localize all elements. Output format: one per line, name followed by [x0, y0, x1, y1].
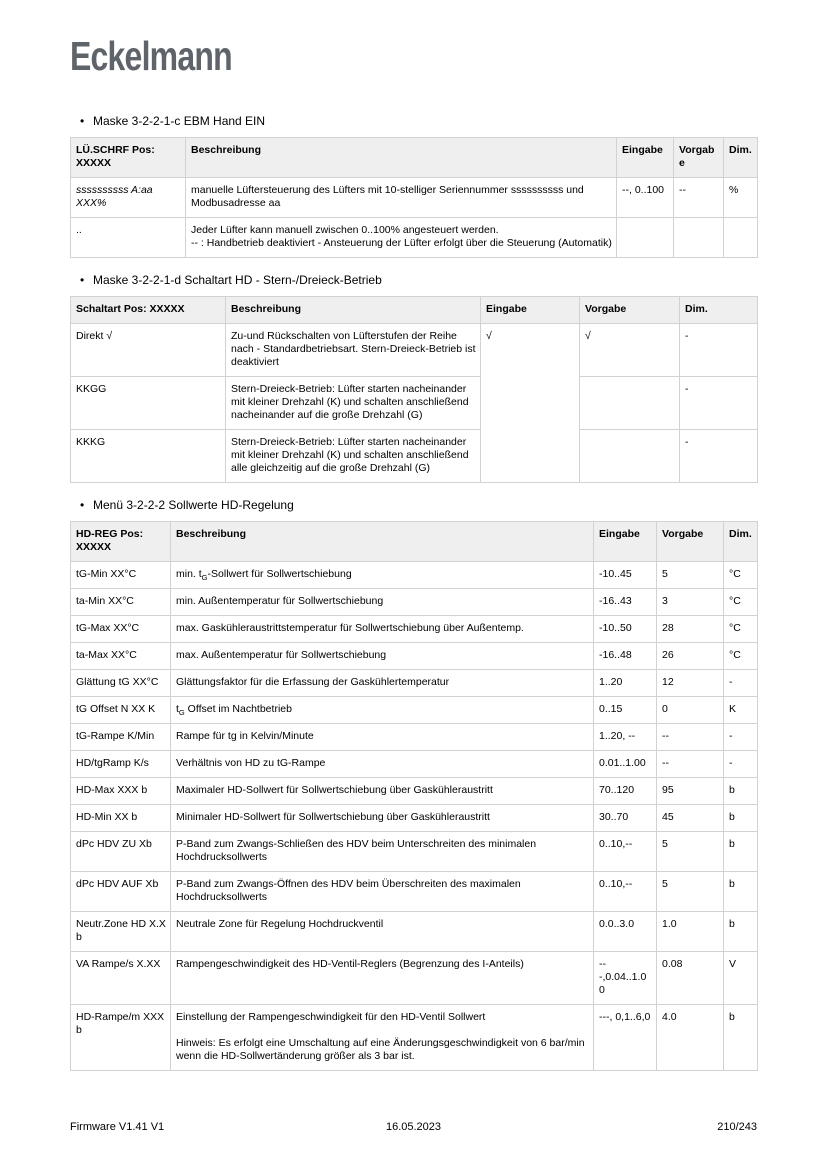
table-row	[71, 1005, 758, 1071]
eckelmann-logo: Eckelmann	[70, 33, 232, 79]
table-cell: Glättungsfaktor für die Erfassung der Gaskühlertemperatur	[171, 670, 594, 697]
table-header-row	[71, 297, 758, 324]
section-heading: • Menü 3-2-2-2 Sollwerte HD-Regelung	[70, 497, 757, 513]
parameter-table-ebm-hand-ein	[70, 137, 758, 258]
table-cell: min. Außentemperatur für Sollwertschiebung	[171, 589, 594, 616]
table-cell: b	[724, 1005, 758, 1071]
table-cell: %	[724, 178, 758, 218]
table-row	[71, 832, 758, 872]
table-cell: -	[724, 724, 758, 751]
table-cell: Rampengeschwindigkeit des HD-Ventil-Reglers (Begrenzung des I-Anteils)	[171, 952, 594, 1005]
table-cell: -16..43	[594, 589, 657, 616]
table-cell	[674, 218, 724, 258]
table-cell: 0.08	[657, 952, 724, 1005]
table-cell: Stern-Dreieck-Betrieb: Lüfter starten nacheinander mit kleiner Drehzahl (K) und schalten anschließend nacheinander auf die große Drehzahl (G)	[226, 377, 481, 430]
section-heading: • Maske 3-2-2-1-d Schaltart HD - Stern-/Dreieck-Betrieb	[70, 272, 757, 288]
table-cell: --	[674, 178, 724, 218]
table-cell: b	[724, 805, 758, 832]
table-cell: -	[724, 670, 758, 697]
column-header: Eingabe	[594, 522, 657, 562]
table-cell: Einstellung der Rampengeschwindigkeit für den HD-Ventil Sollwert Hinweis: Es erfolgt eine Umschaltung auf eine Änderungsgeschwindigkeit von 6 bar/min wenn die HD-Sollwertänderung größer als 3 bar ist.	[171, 1005, 594, 1071]
table-row	[71, 562, 758, 589]
table-cell: °C	[724, 616, 758, 643]
table-cell: --	[657, 751, 724, 778]
table-cell: Minimaler HD-Sollwert für Sollwertschiebung über Gaskühleraustritt	[171, 805, 594, 832]
table-cell: 0.0..3.0	[594, 912, 657, 952]
table-cell: ---, 0,1..6,0	[594, 1005, 657, 1071]
table-cell: 5	[657, 872, 724, 912]
page-content	[70, 0, 757, 1071]
column-header: Beschreibung	[186, 138, 617, 178]
parameter-table-sollwerte-hd	[70, 521, 758, 1071]
table-cell: ta-Max XX°C	[71, 643, 171, 670]
table-cell: -	[680, 324, 758, 377]
table-cell: Maximaler HD-Sollwert für Sollwertschiebung über Gaskühleraustritt	[171, 778, 594, 805]
table-cell: Rampe für tg in Kelvin/Minute	[171, 724, 594, 751]
table-cell: P-Band zum Zwangs-Schließen des HDV beim Unterschreiten des minimalen Hochdrucksollwerts	[171, 832, 594, 872]
table-cell: 30..70	[594, 805, 657, 832]
table-row	[71, 589, 758, 616]
table-cell: b	[724, 778, 758, 805]
table-cell: 95	[657, 778, 724, 805]
table-cell: 1..20	[594, 670, 657, 697]
table-cell	[724, 218, 758, 258]
column-header: Dim.	[724, 138, 758, 178]
table-cell: °C	[724, 562, 758, 589]
table-cell: 0..10,--	[594, 872, 657, 912]
table-cell: max. Außentemperatur für Sollwertschiebung	[171, 643, 594, 670]
table-cell: 0	[657, 697, 724, 724]
table-cell: KKGG	[71, 377, 226, 430]
table-cell: manuelle Lüftersteuerung des Lüfters mit 10-stelliger Seriennummer ssssssssss und Modbusadresse aa	[186, 178, 617, 218]
table-header-row	[71, 138, 758, 178]
table-cell: √	[481, 324, 580, 483]
column-header: Vorgabe	[674, 138, 724, 178]
table-cell: --, 0..100	[617, 178, 674, 218]
section-menue-3-2-2-2	[70, 497, 757, 1071]
table-cell: P-Band zum Zwangs-Öffnen des HDV beim Überschreiten des maximalen Hochdrucksollwerts	[171, 872, 594, 912]
parameter-table-schaltart-hd	[70, 296, 758, 483]
table-cell: -10..50	[594, 616, 657, 643]
column-header: Vorgabe	[657, 522, 724, 562]
section-maske-3-2-2-1-c	[70, 113, 757, 258]
table-cell: min. $t_G$-Sollwert für Sollwertschiebung	[171, 562, 594, 589]
table-row	[71, 724, 758, 751]
table-cell: V	[724, 952, 758, 1005]
table-cell: 12	[657, 670, 724, 697]
table-cell: K	[724, 697, 758, 724]
table-cell: 3	[657, 589, 724, 616]
table-cell: Glättung tG XX°C	[71, 670, 171, 697]
table-cell: 1..20, --	[594, 724, 657, 751]
column-header: Schaltart Pos: XXXXX	[71, 297, 226, 324]
section-heading: • Maske 3-2-2-1-c EBM Hand EIN	[70, 113, 757, 129]
table-cell: ---,0.04..1.00	[594, 952, 657, 1005]
table-row	[71, 952, 758, 1005]
table-cell: Zu-und Rückschalten von Lüfterstufen der Reihe nach - Standardbetriebsart. Stern-Dreieck-Betrieb ist deaktiviert	[226, 324, 481, 377]
table-row	[71, 778, 758, 805]
table-cell: Verhältnis von HD zu tG-Rampe	[171, 751, 594, 778]
table-row	[71, 912, 758, 952]
table-cell: Stern-Dreieck-Betrieb: Lüfter starten nacheinander mit kleiner Drehzahl (K) und schalten anschließend alle gleichzeitig auf die große Drehzahl (G)	[226, 430, 481, 483]
table-row	[71, 805, 758, 832]
table-row	[71, 324, 758, 377]
table-cell: HD/tgRamp K/s	[71, 751, 171, 778]
table-cell: VA Rampe/s X.XX	[71, 952, 171, 1005]
table-row	[71, 377, 758, 430]
table-cell: Jeder Lüfter kann manuell zwischen 0..100% angesteuert werden. -- : Handbetrieb deaktiviert - Ansteuerung der Lüfter erfolgt über die Steuerung (Automatik)	[186, 218, 617, 258]
table-row	[71, 697, 758, 724]
table-cell: 45	[657, 805, 724, 832]
table-cell: °C	[724, 589, 758, 616]
footer-page-number: 210/243	[717, 1121, 757, 1133]
column-header: Beschreibung	[226, 297, 481, 324]
column-header: Dim.	[724, 522, 758, 562]
column-header: LÜ.SCHRF Pos: XXXXX	[71, 138, 186, 178]
footer-date: 16.05.2023	[385, 1121, 442, 1133]
table-cell: $t_G$ Offset im Nachtbetrieb	[171, 697, 594, 724]
table-cell: HD-Max XXX b	[71, 778, 171, 805]
table-cell: tG-Rampe K/Min	[71, 724, 171, 751]
table-cell: ta-Min XX°C	[71, 589, 171, 616]
table-cell: °C	[724, 643, 758, 670]
table-cell: dPc HDV ZU Xb	[71, 832, 171, 872]
table-cell: max. Gaskühleraustrittstemperatur für Sollwertschiebung über Außentemp.	[171, 616, 594, 643]
table-cell: 0..15	[594, 697, 657, 724]
table-cell: -16..48	[594, 643, 657, 670]
table-cell: KKKG	[71, 430, 226, 483]
table-cell: Neutr.Zone HD X.X b	[71, 912, 171, 952]
table-cell: tG-Max XX°C	[71, 616, 171, 643]
table-header-row	[71, 522, 758, 562]
table-cell: tG Offset N XX K	[71, 697, 171, 724]
table-cell: dPc HDV AUF Xb	[71, 872, 171, 912]
table-row	[71, 751, 758, 778]
column-header: Vorgabe	[580, 297, 680, 324]
table-cell: HD-Min XX b	[71, 805, 171, 832]
footer-firmware-version: Firmware V1.41 V1	[70, 1121, 165, 1133]
table-cell: -	[680, 430, 758, 483]
table-cell: -	[680, 377, 758, 430]
table-row	[71, 643, 758, 670]
table-cell: 5	[657, 832, 724, 872]
table-cell: ssssssssss A:aa XXX%	[71, 178, 186, 218]
table-cell: b	[724, 872, 758, 912]
table-row	[71, 218, 758, 258]
table-cell: HD-Rampe/m XXX b	[71, 1005, 171, 1071]
section-maske-3-2-2-1-d	[70, 272, 757, 483]
table-cell: 26	[657, 643, 724, 670]
table-cell: 5	[657, 562, 724, 589]
table-cell: b	[724, 832, 758, 872]
table-cell	[580, 430, 680, 483]
table-cell: 0..10,--	[594, 832, 657, 872]
table-row	[71, 872, 758, 912]
column-header: Eingabe	[617, 138, 674, 178]
table-cell: 0.01..1.00	[594, 751, 657, 778]
table-cell: 4.0	[657, 1005, 724, 1071]
table-cell: Direkt √	[71, 324, 226, 377]
table-cell: Neutrale Zone für Regelung Hochdruckventil	[171, 912, 594, 952]
table-cell: -	[724, 751, 758, 778]
column-header: Beschreibung	[171, 522, 594, 562]
table-cell: √	[580, 324, 680, 377]
column-header: Eingabe	[481, 297, 580, 324]
table-cell: -10..45	[594, 562, 657, 589]
table-row	[71, 178, 758, 218]
table-cell: tG-Min XX°C	[71, 562, 171, 589]
table-row	[71, 670, 758, 697]
table-cell	[617, 218, 674, 258]
column-header: HD-REG Pos: XXXXX	[71, 522, 171, 562]
table-cell: 1.0	[657, 912, 724, 952]
table-cell: ..	[71, 218, 186, 258]
table-cell: 28	[657, 616, 724, 643]
table-row	[71, 616, 758, 643]
table-row	[71, 430, 758, 483]
table-cell: b	[724, 912, 758, 952]
table-cell: --	[657, 724, 724, 751]
table-cell	[580, 377, 680, 430]
page-footer	[70, 1120, 757, 1134]
column-header: Dim.	[680, 297, 758, 324]
table-cell: 70..120	[594, 778, 657, 805]
